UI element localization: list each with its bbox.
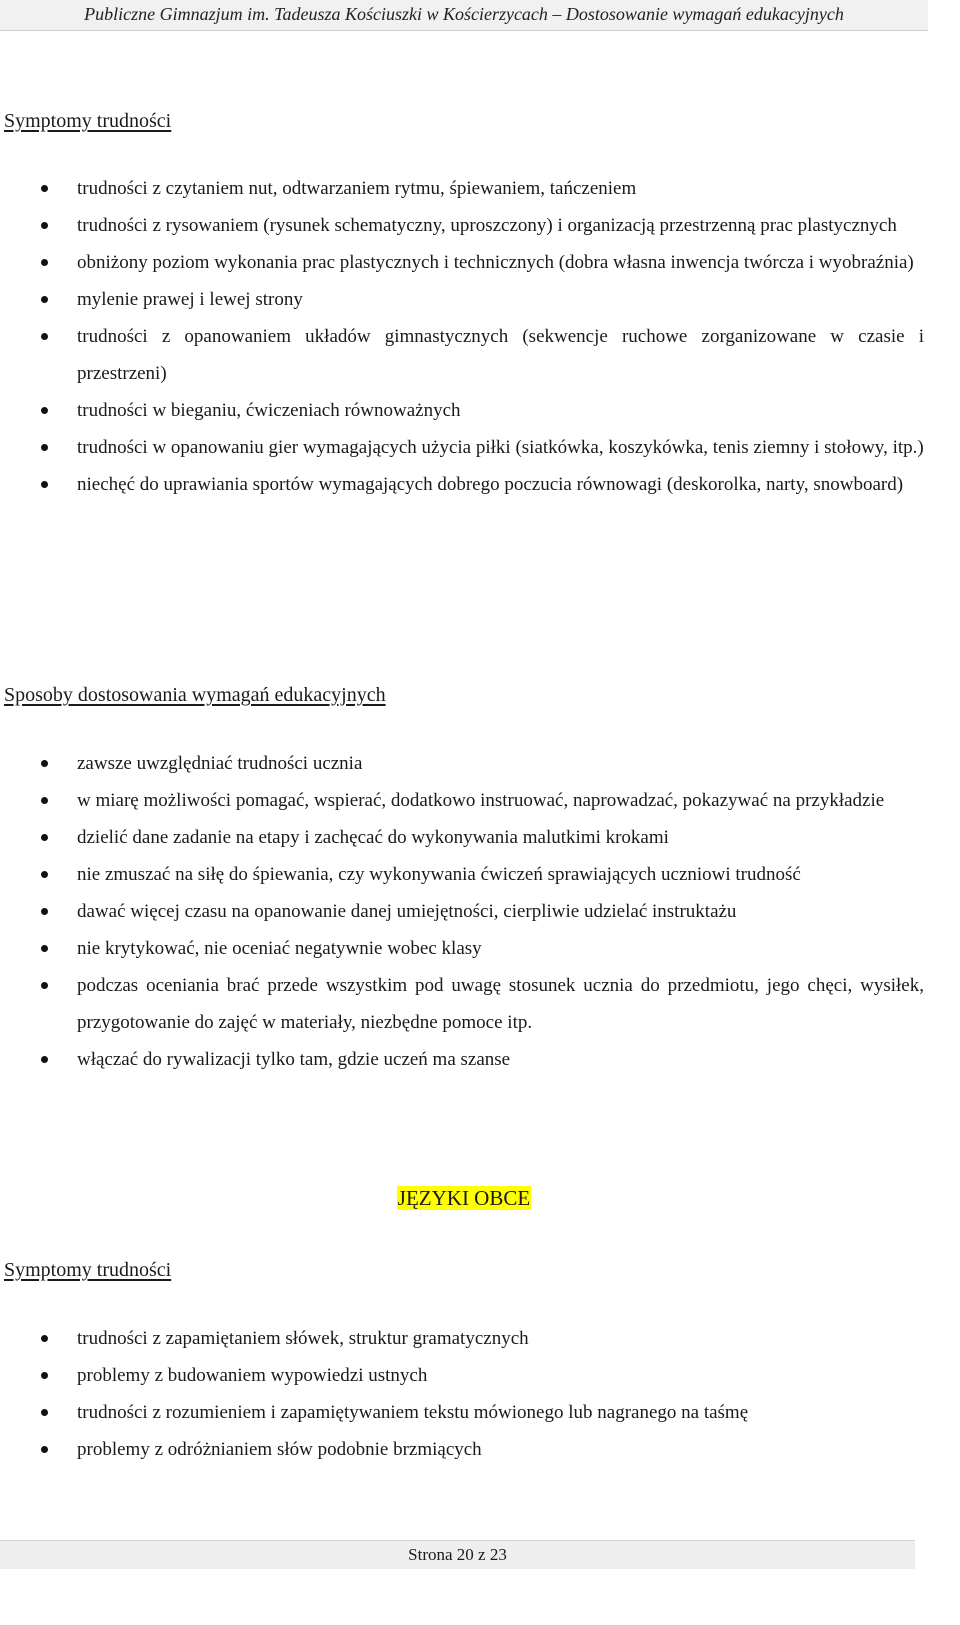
bullet-icon xyxy=(41,1335,48,1342)
list-item: problemy z budowaniem wypowiedzi ustnych xyxy=(0,1357,924,1394)
list-item: trudności z opanowaniem układów gimnastycznych (sekwencje ruchowe zorganizowane w czasie i przestrzeni) xyxy=(0,318,924,392)
bullet-icon xyxy=(41,1409,48,1416)
list-item: trudności z zapamiętaniem słówek, struktur gramatycznych xyxy=(0,1320,924,1357)
section-heading-language-symptoms: Symptomy trudności xyxy=(4,1259,172,1281)
bullet-icon xyxy=(41,407,48,414)
bullet-icon xyxy=(41,945,48,952)
list-item: włączać do rywalizacji tylko tam, gdzie uczeń ma szanse xyxy=(0,1041,924,1078)
list-item: w miarę możliwości pomagać, wspierać, dodatkowo instruować, naprowadzać, pokazywać na przykładzie xyxy=(0,782,924,819)
bullet-icon xyxy=(41,1446,48,1453)
bullet-icon xyxy=(41,296,48,303)
page-footer: Strona 20 z 23 xyxy=(0,1540,915,1569)
list-item: nie krytykować, nie oceniać negatywnie wobec klasy xyxy=(0,930,924,967)
highlighted-title: JĘZYKI OBCE xyxy=(397,1186,531,1210)
bullet-icon xyxy=(41,797,48,804)
list-item: dawać więcej czasu na opanowanie danej umiejętności, cierpliwie udzielać instruktażu xyxy=(0,893,924,930)
language-symptoms-list xyxy=(0,1320,924,1468)
list-item: zawsze uwzględniać trudności ucznia xyxy=(0,745,924,782)
list-item: trudności z czytaniem nut, odtwarzaniem rytmu, śpiewaniem, tańczeniem xyxy=(0,170,924,207)
list-item: trudności w opanowaniu gier wymagających użycia piłki (siatkówka, koszykówka, tenis ziemny i stołowy, itp.) xyxy=(0,429,924,466)
bullet-icon xyxy=(41,908,48,915)
list-item: trudności z rozumieniem i zapamiętywaniem tekstu mówionego lub nagranego na taśmę xyxy=(0,1394,924,1431)
bullet-icon xyxy=(41,1056,48,1063)
list-item: niechęć do uprawiania sportów wymagających dobrego poczucia równowagi (deskorolka, narty, snowboard) xyxy=(0,466,924,503)
list-item: mylenie prawej i lewej strony xyxy=(0,281,924,318)
list-item: nie zmuszać na siłę do śpiewania, czy wykonywania ćwiczeń sprawiających uczniowi trudność xyxy=(0,856,924,893)
bullet-icon xyxy=(41,222,48,229)
bullet-icon xyxy=(41,259,48,266)
symptoms-list xyxy=(0,170,924,503)
section-title-foreign-languages xyxy=(0,1184,928,1212)
list-item: trudności w bieganiu, ćwiczeniach równoważnych xyxy=(0,392,924,429)
list-item: problemy z odróżnianiem słów podobnie brzmiących xyxy=(0,1431,924,1468)
list-item: dzielić dane zadanie na etapy i zachęcać do wykonywania malutkimi krokami xyxy=(0,819,924,856)
bullet-icon xyxy=(41,834,48,841)
bullet-icon xyxy=(41,982,48,989)
list-item: trudności z rysowaniem (rysunek schematyczny, uproszczony) i organizacją przestrzenną prac plastycznych xyxy=(0,207,924,244)
bullet-icon xyxy=(41,1372,48,1379)
bullet-icon xyxy=(41,481,48,488)
list-item: obniżony poziom wykonania prac plastycznych i technicznych (dobra własna inwencja twórcza i wyobraźnia) xyxy=(0,244,924,281)
bullet-icon xyxy=(41,760,48,767)
bullet-icon xyxy=(41,871,48,878)
section-heading-symptoms: Symptomy trudności xyxy=(4,110,172,132)
bullet-icon xyxy=(41,185,48,192)
list-item: podczas oceniania brać przede wszystkim pod uwagę stosunek ucznia do przedmiotu, jego chęci, wysiłek, przygotowanie do zajęć w materiały, niezbędne pomoce itp. xyxy=(0,967,924,1041)
section-heading-adjustments: Sposoby dostosowania wymagań edukacyjnych xyxy=(4,684,386,706)
bullet-icon xyxy=(41,444,48,451)
bullet-icon xyxy=(41,333,48,340)
adjustments-list xyxy=(0,745,924,1078)
page-header: Publiczne Gimnazjum im. Tadeusza Kościuszki w Kościerzycach – Dostosowanie wymagań edukacyjnych xyxy=(0,0,928,31)
